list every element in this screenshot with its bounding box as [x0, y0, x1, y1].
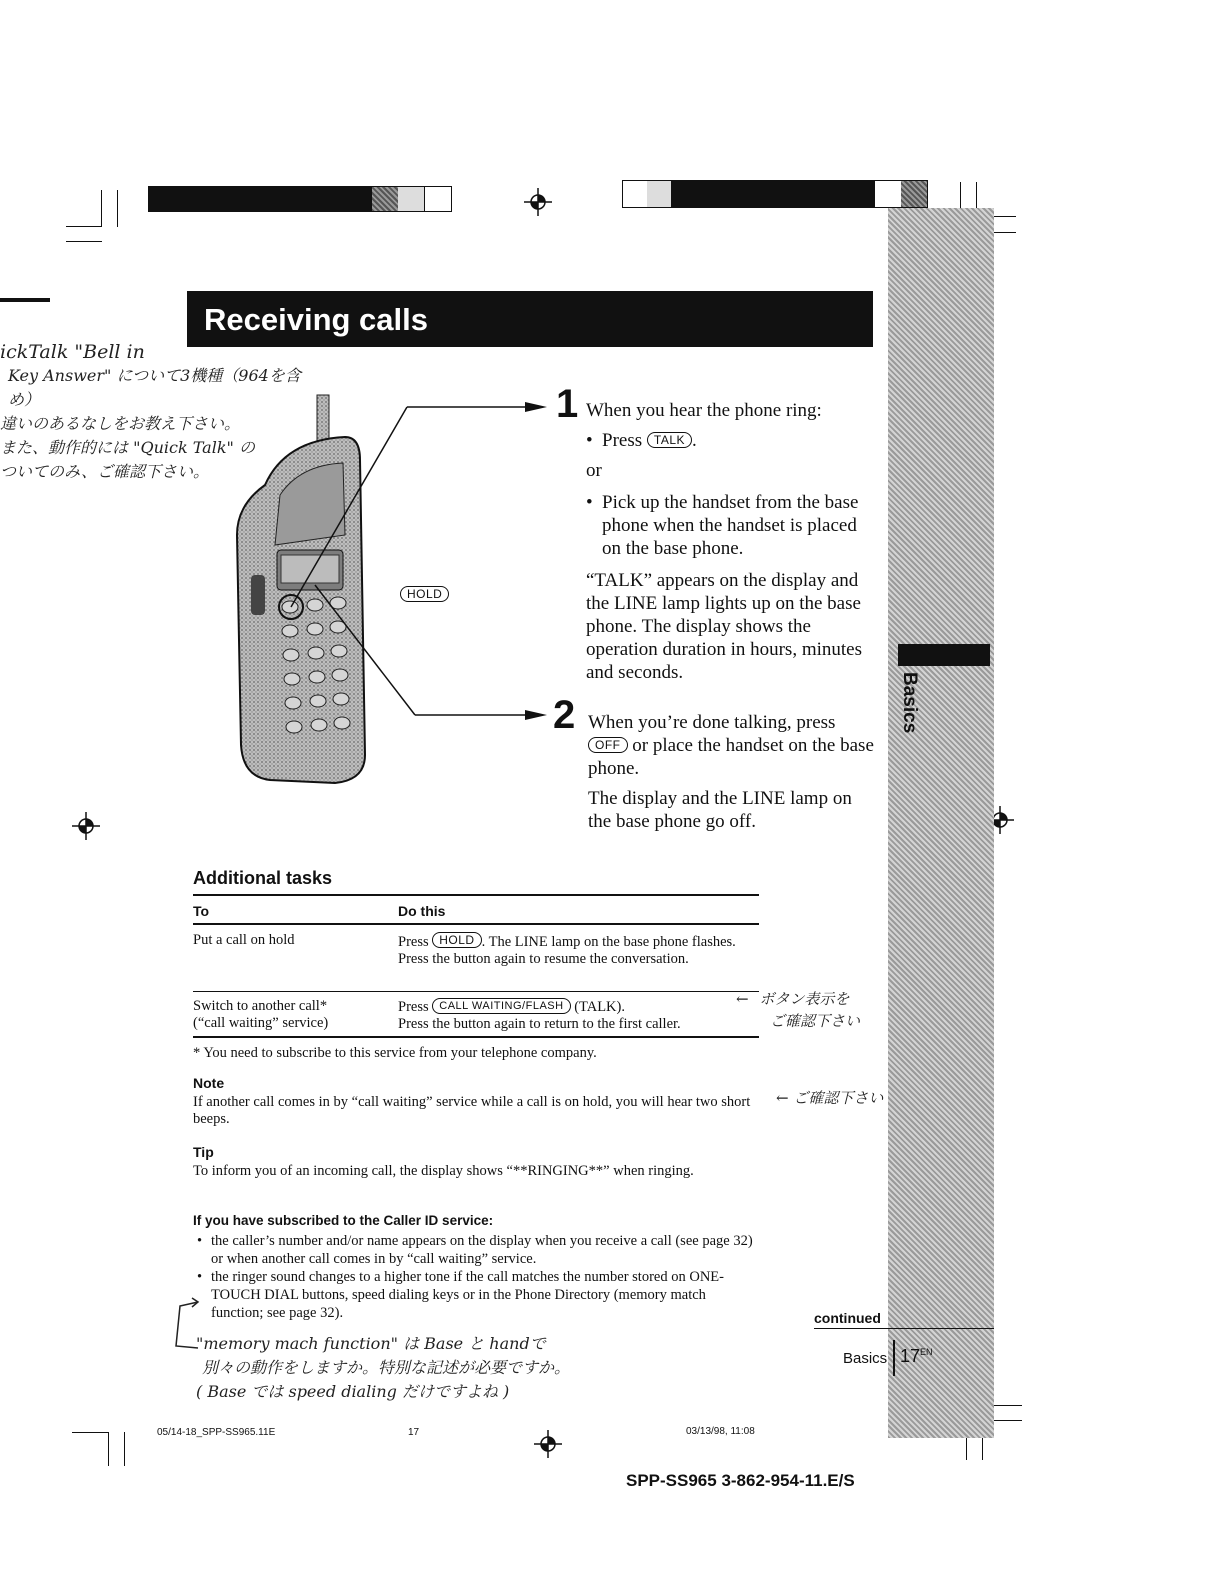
- list-item: • the caller’s number and/or name appears on the display when you receive a call (see page 32) or when another call comes in by “call waiting” service.: [193, 1232, 755, 1268]
- step-number: 1: [556, 382, 579, 426]
- caller-id-heading: If you have subscribed to the Caller ID service:: [193, 1213, 494, 1228]
- model-code: SPP-SS965 3-862-954-11.E/S: [626, 1471, 855, 1490]
- column-header: Do this: [398, 903, 446, 919]
- table-rule: [193, 923, 759, 925]
- handwritten-margin-note: ← ボタン表示を ご確認下さい: [736, 990, 861, 1030]
- step-number: 2: [553, 693, 576, 737]
- talk-key: TALK: [647, 432, 692, 448]
- step-2-text: When you’re done talking, press OFF or place the handset on the base phone. The display and the LINE lamp on the base phone go off.: [588, 712, 874, 832]
- density-bar-left: [148, 186, 452, 212]
- handwritten-margin-note: ← ご確認下さい: [776, 1089, 884, 1107]
- side-thumb-strip: [888, 208, 994, 1438]
- crop-mark: [72, 1432, 108, 1433]
- note-heading: Note: [193, 1075, 225, 1091]
- off-key: OFF: [588, 737, 628, 753]
- footer-section: Basics: [843, 1350, 888, 1367]
- table-footnote: * You need to subscribe to this service from your telephone company.: [193, 1045, 597, 1061]
- slug-date: 03/13/98, 11:08: [686, 1426, 755, 1437]
- slug-page: 17: [408, 1427, 420, 1438]
- tip-text: To inform you of an incoming call, the display shows “**RINGING**” when ringing.: [193, 1163, 694, 1179]
- footer-rule: [814, 1328, 994, 1329]
- handwritten-note-bottom: "memory mach function" は Base と handで 別々の動作をしますか。特別な記述が必要ですか。 ( Base では speed dialing だけですよね ): [196, 1334, 571, 1401]
- hold-key: HOLD: [432, 932, 481, 948]
- crop-mark: [101, 190, 102, 227]
- side-tab-label: Basics: [899, 672, 920, 734]
- side-tab-bar: [898, 644, 990, 666]
- additional-tasks-title: Additional tasks: [193, 868, 333, 888]
- crop-mark: [66, 226, 102, 227]
- call-waiting-flash-key: CALL WAITING/FLASH: [432, 998, 570, 1014]
- page-number: $17^{EN}$: [900, 1346, 933, 1366]
- note-text: If another call comes in by “call waiting” service while a call is on hold, you will hear two short beeps.: [193, 1094, 751, 1127]
- density-bar-right: [622, 180, 928, 208]
- crop-mark: [66, 241, 102, 242]
- crop-mark: [0, 298, 50, 302]
- continued-label: continued: [814, 1310, 881, 1326]
- crop-mark: [124, 1432, 125, 1466]
- registration-target-icon: [534, 1430, 562, 1458]
- handwritten-note-top: ickTalk "Bell in Key Answer" について3機種（964を含め） 違いのあるなしをお教え下さい。 また、動作的には "Quick Talk" の ついてのみ、ご確認下さい。: [0, 341, 301, 481]
- footer-divider: [893, 1340, 895, 1376]
- registration-target-icon: [72, 812, 100, 840]
- table-rule: [193, 1036, 759, 1038]
- page-title: Receiving calls: [204, 302, 429, 337]
- hold-key-callout: HOLD: [400, 586, 449, 605]
- crop-mark: [108, 1432, 109, 1466]
- column-header: To: [193, 903, 210, 919]
- caller-id-list: [193, 1232, 755, 1322]
- tip-heading: Tip: [193, 1144, 214, 1160]
- registration-target-icon: [524, 188, 552, 216]
- crop-mark: [117, 190, 118, 227]
- slug-file: 05/14-18_SPP-SS965.11E: [157, 1427, 276, 1438]
- list-item: • the ringer sound changes to a higher tone if the call matches the number stored on ONE-TOUCH DIAL buttons, speed dialing keys or in the Phone Directory (memory match function; see page 32).: [193, 1268, 755, 1322]
- step-1-text: When you hear the phone ring: • Press TALK . or • Pick up the handset from the base phone when the handset is placed on the base phone. “TALK” appears on the display and the LINE lamp lights up on the base phone. The display shows the operation duration in hours, minutes and seconds.: [586, 399, 876, 684]
- table-rule: [193, 991, 759, 992]
- table-rule: [193, 894, 759, 896]
